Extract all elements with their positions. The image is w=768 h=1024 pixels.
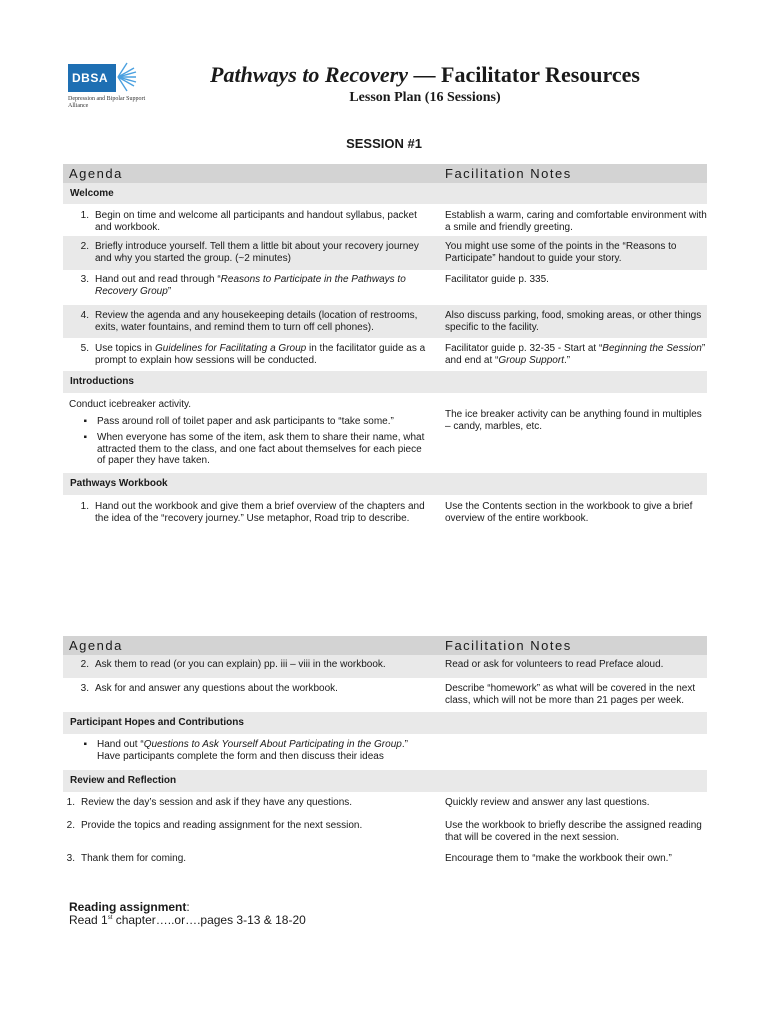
note-text: Read or ask for volunteers to read Preface aloud.	[445, 659, 664, 670]
row-number: 2.	[80, 659, 89, 670]
reading-text	[69, 914, 306, 927]
section-label: Introductions	[70, 376, 134, 388]
doc-title-italic: Guidelines for Facilitating a Group	[155, 343, 307, 354]
intro-lead: Conduct icebreaker activity.	[69, 399, 192, 410]
logo-box	[68, 64, 116, 92]
table-row	[63, 655, 707, 678]
agenda-header: Agenda	[69, 637, 123, 653]
reading-colon: :	[186, 900, 190, 914]
agenda-text	[95, 343, 438, 371]
agenda-text-part: Use topics in	[95, 343, 156, 354]
table-header	[63, 636, 707, 655]
table-row	[63, 678, 707, 712]
agenda-text: Hand out the workbook and give them a brief overview of the chapters and the idea of the “recovery journey.” Use metaphor, Road trip to describe.	[95, 501, 425, 524]
hopes-text-part: .” Have participants complete the form and then discuss their ideas	[97, 739, 408, 762]
list-item	[63, 432, 438, 467]
agenda-text: Ask them to read (or you can explain) pp. iii – viii in the workbook.	[95, 659, 386, 670]
agenda-text: Begin on time and welcome all participants and handout syllabus, packet and workbook.	[95, 210, 417, 233]
row-number: 3.	[66, 853, 75, 864]
row-number: 1.	[80, 210, 89, 221]
agenda-text	[95, 274, 438, 305]
row-number: 1.	[80, 501, 89, 512]
section-introductions	[63, 371, 707, 393]
notes-header: Facilitation Notes	[445, 165, 572, 181]
page-title	[150, 62, 700, 88]
row-number: 2.	[80, 241, 89, 252]
reading-sup: st	[107, 915, 113, 921]
note-part: Facilitator guide p. 32-35 - Start at “	[445, 343, 603, 354]
agenda-text-part: in the facilitator guide as a prompt to explain how sessions will be conducted.	[95, 343, 426, 366]
table-header	[63, 164, 707, 183]
reading-text-part: chapter…..or….pages 3-13 & 18-20	[112, 913, 306, 927]
agenda-text: Ask for and answer any questions about the workbook.	[95, 683, 338, 694]
agenda-header: Agenda	[69, 165, 123, 181]
agenda-text: Provide the topics and reading assignment for the next session.	[81, 820, 363, 831]
row-number: 3.	[80, 274, 89, 285]
doc-title-italic: Questions to Ask Yourself About Participating in the Group	[143, 739, 402, 750]
note-text: The ice breaker activity can be anything found in multiples – candy, marbles, etc.	[445, 409, 702, 432]
note-text: Facilitator guide p. 335.	[445, 274, 549, 285]
reading-assignment	[69, 901, 306, 927]
note-text: Establish a warm, caring and comfortable environment with a smile and friendly greeting.	[445, 210, 707, 233]
section-welcome	[63, 183, 707, 204]
bullet-icon: ▪	[83, 739, 87, 750]
table-row	[63, 815, 707, 848]
agenda-text: Review the agenda and any housekeeping details (location of restrooms, exits, water fountains, and remind them to turn off cell phones).	[95, 310, 418, 333]
list-item	[63, 416, 438, 428]
lesson-table-1	[63, 164, 707, 531]
agenda-text: Briefly introduce yourself. Tell them a little bit about your recovery journey and why you started the group. (~2 minutes)	[95, 241, 419, 264]
agenda-text-part: Hand out and read through “	[95, 274, 221, 285]
note-part: .”	[563, 354, 571, 366]
note-text: Describe “homework” as what will be covered in the next class, which will not be more than 21 pages per week.	[445, 683, 696, 706]
table-row	[63, 338, 707, 371]
doc-title-italic: Reasons to Participate in the Pathways to Recovery Group	[95, 274, 406, 297]
row-number: 5.	[80, 343, 89, 354]
section-review	[63, 770, 707, 792]
row-number: 3.	[80, 683, 89, 694]
section-label: Review and Reflection	[70, 775, 177, 787]
logo-text: DBSA	[72, 71, 109, 85]
table-row	[63, 495, 707, 531]
note-text: Use the Contents section in the workbook to give a brief overview of the entire workbook.	[445, 501, 693, 524]
note-text: Quickly review and answer any last questions.	[445, 797, 650, 808]
table-row	[63, 305, 707, 338]
note-italic: Group Support	[498, 354, 564, 366]
bullet-icon: ▪	[83, 415, 87, 427]
note-text: Also discuss parking, food, smoking areas, or other things specific to the facility.	[445, 310, 702, 333]
title-rest: — Facilitator Resources	[408, 62, 640, 87]
lesson-table-2	[63, 636, 707, 872]
list-item	[63, 739, 438, 770]
table-row	[63, 236, 707, 270]
table-row	[63, 792, 707, 815]
note-part: ” and end at “	[445, 343, 706, 366]
bullet-text: Pass around roll of toilet paper and ask participants to “take some.”	[97, 415, 394, 427]
table-row	[63, 204, 707, 236]
bullet-text	[97, 739, 438, 770]
bullet-icon: ▪	[83, 432, 87, 443]
logo-subtitle: Depression and Bipolar Support Alliance	[68, 96, 146, 109]
table-row	[63, 393, 707, 473]
agenda-text: Review the day’s session and ask if they have any questions.	[81, 797, 353, 808]
table-row	[63, 734, 707, 770]
note-italic: Beginning the Session	[602, 343, 702, 354]
section-label: Pathways Workbook	[70, 478, 168, 490]
table-row	[63, 848, 707, 872]
row-number: 4.	[80, 310, 89, 321]
hopes-text-part: Hand out “	[97, 739, 144, 750]
agenda-text: Thank them for coming.	[81, 853, 187, 864]
dbsa-logo	[68, 64, 144, 110]
table-row	[63, 270, 707, 305]
page-subtitle: Lesson Plan (16 Sessions)	[349, 90, 501, 105]
section-label: Participant Hopes and Contributions	[70, 717, 244, 729]
note-text: Encourage them to “make the workbook their own.”	[445, 853, 672, 864]
bullet-text: When everyone has some of the item, ask them to share their name, what attracted them to the class, and one fact about themselves for each piece of paper they have taken.	[97, 432, 425, 466]
row-number: 1.	[66, 797, 75, 808]
reading-text-part: Read 1	[69, 913, 108, 927]
session-heading: SESSION #1	[346, 136, 422, 151]
note-text: Use the workbook to briefly describe the assigned reading that will be covered in the next session.	[445, 820, 702, 843]
section-label: Welcome	[70, 187, 114, 199]
notes-header: Facilitation Notes	[445, 637, 572, 653]
reading-label: Reading assignment	[69, 900, 187, 914]
title-italic: Pathways to Recovery	[210, 62, 408, 87]
agenda-text-part: ”	[167, 285, 172, 297]
note-text: You might use some of the points in the “Reasons to Participate” handout to guide your story.	[445, 241, 677, 264]
note-text	[438, 343, 707, 371]
row-number: 2.	[66, 820, 75, 831]
intro-agenda	[63, 399, 438, 473]
starburst-icon	[112, 62, 138, 92]
section-workbook	[63, 473, 707, 495]
section-hopes	[63, 712, 707, 734]
